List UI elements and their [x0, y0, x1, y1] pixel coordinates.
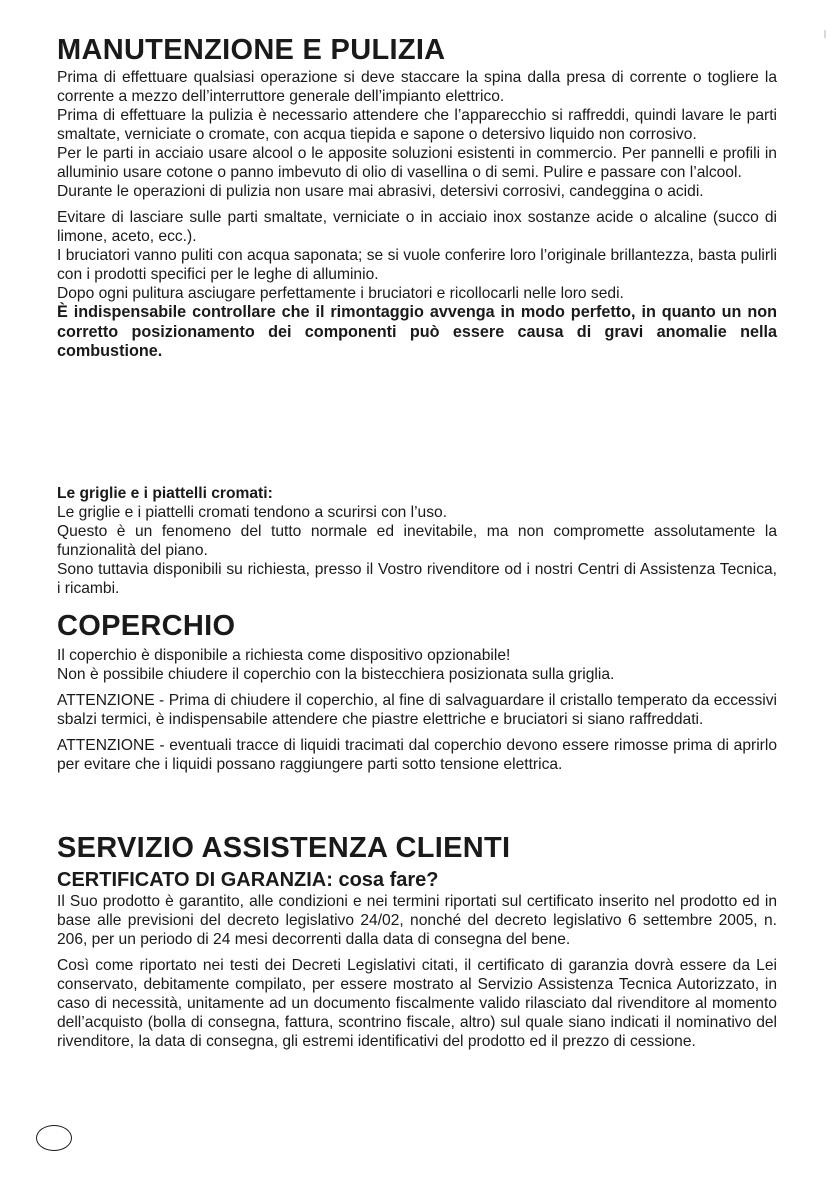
maintenance-paragraph-2: Prima di effettuare la pulizia è necessario attendere che l’apparecchio si raffreddi, quindi lavare le parti smaltate, verniciate o cromate, con acqua tiepida e sapone o detersivo liquido non corrosivo. [57, 107, 777, 143]
grids-subtitle: Le griglie e i piattelli cromati: [57, 485, 273, 502]
maintenance-paragraph-3: Per le parti in acciaio usare alcool o le apposite soluzioni esistenti in commercio. Per pannelli e profili in alluminio usare cotone o panno imbevuto di olio di vasellina o di semi. Pulire e passare con l’alcool. [57, 145, 777, 181]
grids-paragraph-1: Le griglie e i piattelli cromati tendono a scurirsi con l’uso. [57, 504, 448, 521]
lid-title: COPERCHIO [57, 610, 236, 642]
maintenance-warning: È indispensabile controllare che il rimontaggio avvenga in modo perfetto, in quanto un non corretto posizionamento dei componenti può essere causa di gravi anomalie nella combustione. [57, 303, 777, 360]
maintenance-paragraph-6: I bruciatori vanno puliti con acqua saponata; se si vuole conferire loro l’originale brillantezza, basta pulirli con i prodotti specifici per le leghe di alluminio. [57, 247, 777, 283]
grids-paragraph-2: Questo è un fenomeno del tutto normale ed inevitabile, ma non compromette assolutamente la funzionalità del piano. [57, 523, 777, 559]
lid-paragraph-3: ATTENZIONE - Prima di chiudere il coperchio, al fine di salvaguardare il cristallo temperato da eccessivi sbalzi termici, è indispensabile attendere che piastre elettriche e bruciatori si siano raffreddati. [57, 692, 777, 728]
service-paragraph-2: Così come riportato nei testi dei Decreti Legislativi citati, il certificato di garanzia dovrà essere da Lei conservato, debitamente compilato, per essere mostrato al Servizio Assistenza Tecnica Autorizzato, in caso di necessità, unitamente ad un documento fiscalmente valido rilasciato dal rivenditore al momento dell’acquisto (bolla di consegna, fattura, scontrino fiscale, altro) sul quale siano indicati il nominativo del rivenditore, la data di consegna, gli estremi identificativi del prodotto ed il prezzo di cessione. [57, 957, 777, 1050]
service-section [57, 832, 777, 1051]
lid-paragraph-1: Il coperchio è disponibile a richiesta come dispositivo opzionabile! [57, 647, 511, 664]
lid-paragraph-4: ATTENZIONE - eventuali tracce di liquidi tracimati dal coperchio devono essere rimosse prima di aprirlo per evitare che i liquidi possano raggiungere parti sotto tensione elettrica. [57, 737, 777, 773]
maintenance-section [57, 34, 777, 362]
grids-paragraph-3: Sono tuttavia disponibili su richiesta, presso il Vostro rivenditore od i nostri Centri di Assistenza Tecnica, i ricambi. [57, 561, 777, 597]
service-paragraph-1: Il Suo prodotto è garantito, alle condizioni e nei termini riportati sul certificato inserito nel prodotto ed in base alle previsioni del decreto legislativo 24/02, nonché del decreto legislativo 6 settembre 2005, n. 206, per un periodo di 24 mesi decorrenti dalla data di consegna del bene. [57, 893, 777, 948]
page-number-oval [36, 1125, 72, 1151]
maintenance-title: MANUTENZIONE E PULIZIA [57, 34, 446, 66]
service-title: SERVIZIO ASSISTENZA CLIENTI [57, 832, 511, 864]
scan-edge-mark [824, 30, 826, 38]
maintenance-paragraph-4: Durante le operazioni di pulizia non usare mai abrasivi, detersivi corrosivi, candeggina o acidi. [57, 183, 704, 200]
maintenance-paragraph-5: Evitare di lasciare sulle parti smaltate, verniciate o in acciaio inox sostanze acide o alcaline (succo di limone, aceto, ecc.). [57, 209, 777, 245]
lid-section [57, 610, 777, 774]
maintenance-paragraph-1: Prima di effettuare qualsiasi operazione si deve staccare la spina dalla presa di corrente o togliere la corrente a mezzo dell’interruttore generale dell’impianto elettrico. [57, 69, 777, 105]
warranty-subtitle: CERTIFICATO DI GARANZIA: cosa fare? [57, 869, 439, 891]
grids-section [57, 484, 777, 598]
maintenance-paragraph-7: Dopo ogni pulitura asciugare perfettamente i bruciatori e ricollocarli nelle loro sedi. [57, 285, 624, 302]
lid-paragraph-2: Non è possibile chiudere il coperchio con la bistecchiera posizionata sulla griglia. [57, 666, 615, 683]
